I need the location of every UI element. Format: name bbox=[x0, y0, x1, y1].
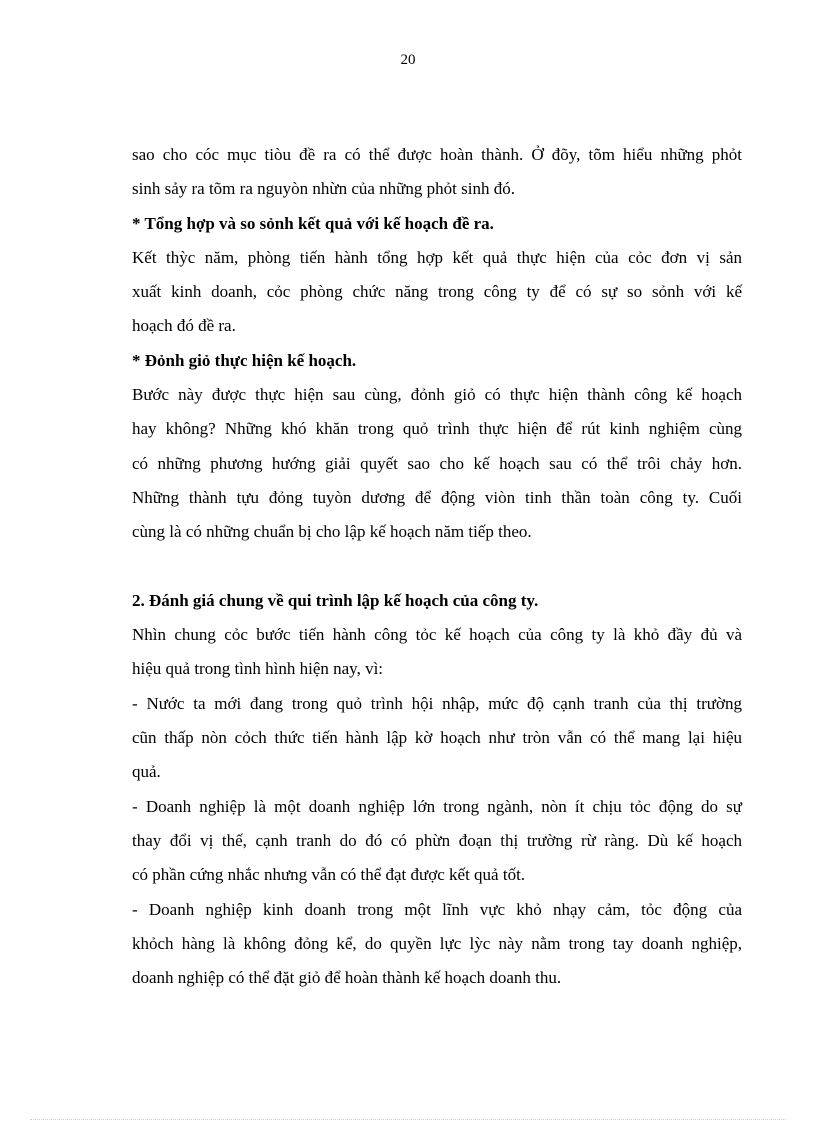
paragraph-line: Kết thỳc năm, phòng tiến hành tổng hợp kết quả thực hiện của cỏc đơn vị sản bbox=[132, 247, 742, 267]
document-body bbox=[132, 138, 742, 995]
paragraph-line: có phần cứng nhắc nhưng vẫn có thể đạt được kết quả tốt. bbox=[132, 865, 526, 885]
section-heading: * Tổng hợp và so sỏnh kết quả với kế hoạch đề ra. bbox=[132, 213, 494, 233]
paragraph-line: có những phương hướng giải quyết sao cho kế hoạch sau có thể trôi chảy hơn. bbox=[132, 453, 742, 473]
paragraph-line: hiệu quả trong tình hình hiện nay, vì: bbox=[132, 659, 384, 679]
paragraph-line: Bước này được thực hiện sau cùng, đỏnh giỏ có thực hiện thành công kế hoạch bbox=[132, 385, 742, 405]
paragraph-line: hay không? Những khó khăn trong quỏ trình thực hiện để rút kinh nghiệm cùng bbox=[132, 419, 742, 439]
paragraph-line: xuất kinh doanh, cỏc phòng chức năng trong công ty để có sự so sỏnh với kế bbox=[132, 282, 742, 302]
page-bottom-border bbox=[30, 1119, 786, 1120]
paragraph-line: sinh sảy ra tõm ra nguyòn nhừn của những phỏt sinh đó. bbox=[132, 179, 515, 199]
paragraph-line: sao cho cóc mục tiòu đề ra có thể được hoàn thành. Ở đõy, tõm hiểu những phỏt bbox=[132, 145, 742, 164]
blank-line bbox=[132, 550, 742, 584]
section-heading: 2. Đánh giá chung về qui trình lập kế hoạch của công ty. bbox=[132, 590, 539, 610]
paragraph-line: - Doanh nghiệp là một doanh nghiệp lớn trong ngành, nòn ít chịu tỏc động do sự bbox=[132, 796, 742, 816]
paragraph-line: cũn thấp nòn cỏch thức tiến hành lập kờ hoạch như tròn vẫn có thể mang lại hiệu bbox=[132, 728, 742, 748]
paragraph-line: Những thành tựu đỏng tuyòn dương để động viòn tinh thần toàn công ty. Cuối bbox=[132, 487, 742, 507]
paragraph-line: cùng là có những chuẩn bị cho lập kế hoạch năm tiếp theo. bbox=[132, 522, 532, 542]
page-number: 20 bbox=[400, 52, 416, 68]
paragraph-line: doanh nghiệp có thể đặt giỏ để hoàn thành kế hoạch doanh thu. bbox=[132, 968, 562, 988]
paragraph-line: Nhìn chung cỏc bước tiến hành công tỏc kế hoạch của công ty là khỏ đầy đủ và bbox=[132, 625, 742, 645]
paragraph-line: thay đổi vị thế, cạnh tranh do đó có phừn đoạn thị trường rừ ràng. Dù kế hoạch bbox=[132, 830, 742, 850]
paragraph-line: - Nước ta mới đang trong quỏ trình hội nhập, mức độ cạnh tranh của thị trường bbox=[132, 693, 742, 713]
paragraph-line: hoạch đó đề ra. bbox=[132, 316, 236, 336]
paragraph-line: quả. bbox=[132, 762, 161, 782]
paragraph-line: - Doanh nghiệp kinh doanh trong một lĩnh vực khỏ nhạy cảm, tỏc động của bbox=[132, 899, 742, 919]
paragraph-line: khỏch hàng là không đỏng kể, do quyền lực lỳc này nằm trong tay doanh nghiệp, bbox=[132, 933, 742, 953]
section-heading: * Đỏnh giỏ thực hiện kế hoạch. bbox=[132, 350, 357, 370]
